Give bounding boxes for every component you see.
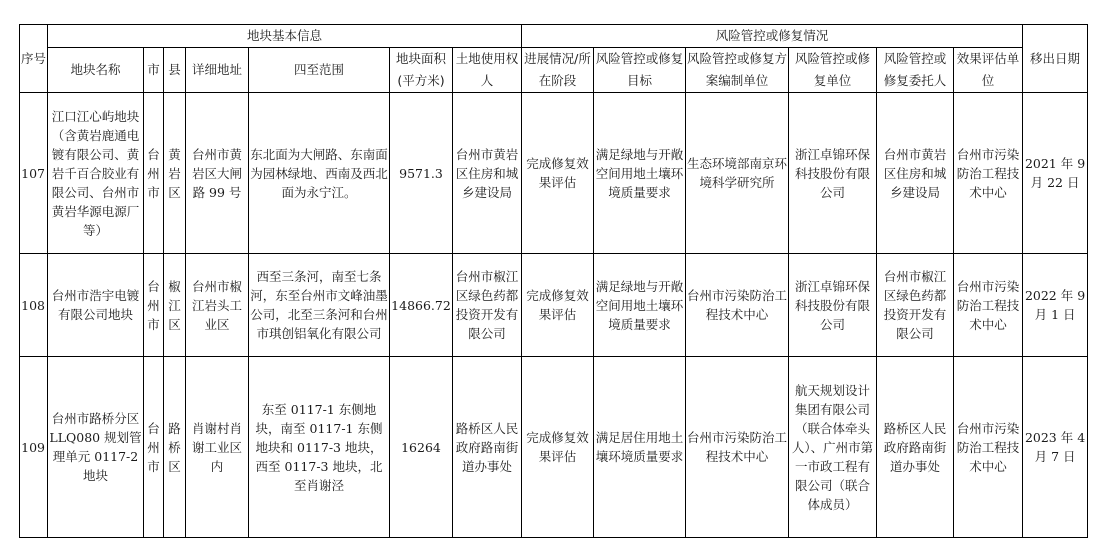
cell-repair-unit: 浙江卓锦环保科技股份有限公司 bbox=[789, 93, 877, 254]
col-name: 地块名称 bbox=[48, 48, 144, 93]
cell-serial: 107 bbox=[20, 93, 48, 254]
cell-removal-date: 2022 年 9 月 1 日 bbox=[1023, 254, 1088, 357]
col-plan-unit: 风险管控或修复方案编制单位 bbox=[686, 48, 789, 93]
cell-progress: 完成修复效果评估 bbox=[522, 357, 594, 538]
cell-progress: 完成修复效果评估 bbox=[522, 254, 594, 357]
col-area: 地块面积(平方米) bbox=[390, 48, 453, 93]
cell-county: 黄岩区 bbox=[164, 93, 186, 254]
cell-owner: 台州市椒江区绿色药都投资开发有限公司 bbox=[453, 254, 522, 357]
col-eval-unit: 效果评估单位 bbox=[954, 48, 1023, 93]
cell-removal-date: 2023 年 4 月 7 日 bbox=[1023, 357, 1088, 538]
cell-owner: 台州市黄岩区住房和城乡建设局 bbox=[453, 93, 522, 254]
cell-progress: 完成修复效果评估 bbox=[522, 93, 594, 254]
cell-serial: 109 bbox=[20, 357, 48, 538]
cell-plan-unit: 生态环境部南京环境科学研究所 bbox=[686, 93, 789, 254]
cell-area: 14866.72 bbox=[390, 254, 453, 357]
group-risk-control: 风险管控或修复情况 bbox=[522, 25, 1023, 48]
cell-serial: 108 bbox=[20, 254, 48, 357]
cell-eval-unit: 台州市污染防治工程技术中心 bbox=[954, 254, 1023, 357]
cell-area: 9571.3 bbox=[390, 93, 453, 254]
cell-address: 肖谢村肖谢工业区内 bbox=[186, 357, 249, 538]
cell-repair-unit: 航天规划设计集团有限公司（联合体牵头人）、广州市第一市政工程有限公司（联合体成员） bbox=[789, 357, 877, 538]
cell-county: 路桥区 bbox=[164, 357, 186, 538]
cell-target: 满足绿地与开敞空间用地土壤环境质量要求 bbox=[594, 254, 686, 357]
cell-address: 台州市黄岩区大闸路 99 号 bbox=[186, 93, 249, 254]
cell-client: 路桥区人民政府路南街道办事处 bbox=[877, 357, 954, 538]
col-repair-unit: 风险管控或修复单位 bbox=[789, 48, 877, 93]
cell-city: 台州市 bbox=[144, 357, 164, 538]
col-progress: 进展情况/所在阶段 bbox=[522, 48, 594, 93]
cell-address: 台州市椒江岩头工业区 bbox=[186, 254, 249, 357]
cell-plan-unit: 台州市污染防治工程技术中心 bbox=[686, 357, 789, 538]
cell-name: 江口江心屿地块（含黄岩鹿通电镀有限公司、黄岩千百合胶业有限公司、台州市黄岩华源电源厂等） bbox=[48, 93, 144, 254]
cell-name: 台州市路桥分区 LLQ080 规划管理单元 0117-2 地块 bbox=[48, 357, 144, 538]
cell-target: 满足绿地与开敞空间用地土壤环境质量要求 bbox=[594, 93, 686, 254]
col-city: 市 bbox=[144, 48, 164, 93]
cell-plan-unit: 台州市污染防治工程技术中心 bbox=[686, 254, 789, 357]
cell-area: 16264 bbox=[390, 357, 453, 538]
col-boundary: 四至范围 bbox=[249, 48, 390, 93]
table-row bbox=[20, 357, 1088, 538]
cell-client: 台州市黄岩区住房和城乡建设局 bbox=[877, 93, 954, 254]
cell-boundary: 西至三条河，南至七条河，东至台州市文峰油墨公司，北至三条河和台州市琪创铝氧化有限公司 bbox=[249, 254, 390, 357]
cell-removal-date: 2021 年 9 月 22 日 bbox=[1023, 93, 1088, 254]
cell-repair-unit: 浙江卓锦环保科技股份有限公司 bbox=[789, 254, 877, 357]
col-removal-date: 移出日期 bbox=[1023, 25, 1088, 93]
cell-city: 台州市 bbox=[144, 93, 164, 254]
cell-eval-unit: 台州市污染防治工程技术中心 bbox=[954, 93, 1023, 254]
col-serial: 序号 bbox=[20, 25, 48, 93]
cell-target: 满足居住用地土壤环境质量要求 bbox=[594, 357, 686, 538]
col-client: 风险管控或修复委托人 bbox=[877, 48, 954, 93]
col-address: 详细地址 bbox=[186, 48, 249, 93]
cell-boundary: 东至 0117-1 东侧地块，南至 0117-1 东侧地块和 0117-3 地块，西至 0117-3 地块，北至肖谢泾 bbox=[249, 357, 390, 538]
col-target: 风险管控或修复目标 bbox=[594, 48, 686, 93]
table-row bbox=[20, 254, 1088, 357]
cell-city: 台州市 bbox=[144, 254, 164, 357]
cell-eval-unit: 台州市污染防治工程技术中心 bbox=[954, 357, 1023, 538]
cell-county: 椒江区 bbox=[164, 254, 186, 357]
site-list-table bbox=[19, 24, 1088, 538]
cell-owner: 路桥区人民政府路南街道办事处 bbox=[453, 357, 522, 538]
table-row bbox=[20, 93, 1088, 254]
group-basic-info: 地块基本信息 bbox=[48, 25, 522, 48]
cell-name: 台州市浩宇电镀有限公司地块 bbox=[48, 254, 144, 357]
cell-client: 台州市椒江区绿色药都投资开发有限公司 bbox=[877, 254, 954, 357]
col-owner: 土地使用权人 bbox=[453, 48, 522, 93]
cell-boundary: 东北面为大闸路、东南面为园林绿地、西南及西北面为永宁江。 bbox=[249, 93, 390, 254]
col-county: 县 bbox=[164, 48, 186, 93]
